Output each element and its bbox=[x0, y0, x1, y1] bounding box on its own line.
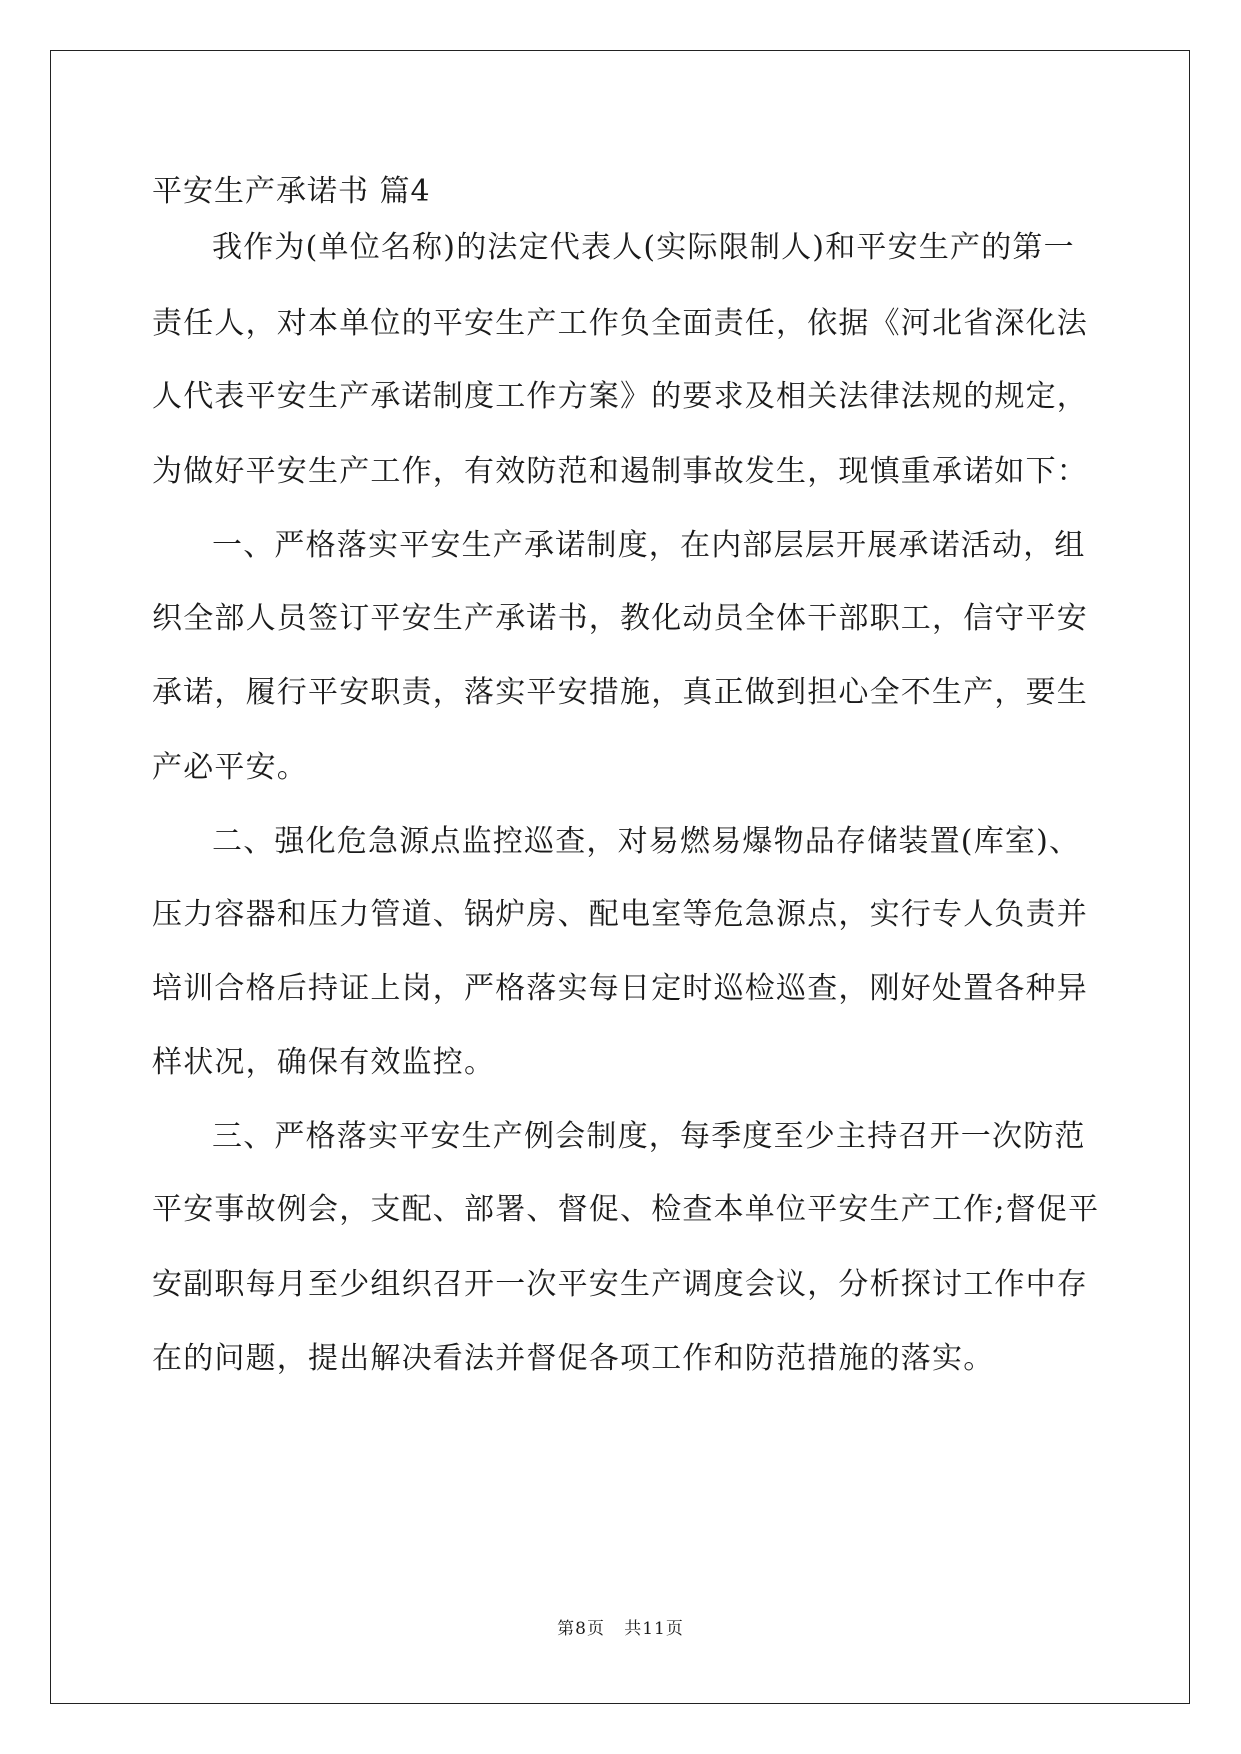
footer-spacer bbox=[605, 1619, 624, 1639]
paragraph-3-line-4: 样状况，确保有效监控。 bbox=[152, 1045, 496, 1080]
paragraph-1-line-2: 责任人，对本单位的平安生产工作负全面责任，依据《河北省深化法 bbox=[152, 306, 1088, 341]
paragraph-2-line-1: 一、严格落实平安生产承诺制度，在内部层层开展承诺活动，组 bbox=[212, 528, 1086, 563]
paragraph-1-line-3: 人代表平安生产承诺制度工作方案》的要求及相关法律法规的规定， bbox=[152, 379, 1088, 414]
paragraph-4-line-2: 平安事故例会，支配、部署、督促、检查本单位平安生产工作;督促平 bbox=[152, 1192, 1100, 1227]
page-border bbox=[50, 50, 1190, 1704]
paragraph-3-line-3: 培训合格后持证上岗，严格落实每日定时巡检巡查，刚好处置各种异 bbox=[152, 971, 1088, 1006]
paragraph-1-line-4: 为做好平安生产工作，有效防范和遏制事故发生，现慎重承诺如下： bbox=[152, 454, 1088, 489]
paragraph-3-line-1: 二、强化危急源点监控巡查，对易燃易爆物品存储装置(库室)、 bbox=[212, 824, 1081, 859]
page-footer bbox=[0, 1617, 1241, 1641]
paragraph-2-line-4: 产必平安。 bbox=[152, 750, 308, 785]
page-number: 第8页 bbox=[557, 1619, 605, 1639]
paragraph-2-line-3: 承诺，履行平安职责，落实平安措施，真正做到担心全不生产，要生 bbox=[152, 675, 1088, 710]
total-pages: 共11页 bbox=[624, 1619, 684, 1639]
paragraph-4-line-4: 在的问题，提出解决看法并督促各项工作和防范措施的落实。 bbox=[152, 1341, 995, 1376]
document-title: 平安生产承诺书 篇4 bbox=[152, 174, 431, 209]
paragraph-4-line-3: 安副职每月至少组织召开一次平安生产调度会议，分析探讨工作中存 bbox=[152, 1267, 1088, 1302]
paragraph-2-line-2: 织全部人员签订平安生产承诺书，教化动员全体干部职工，信守平安 bbox=[152, 601, 1088, 636]
paragraph-1-line-1: 我作为(单位名称)的法定代表人(实际限制人)和平安生产的第一 bbox=[212, 230, 1075, 265]
paragraph-3-line-2: 压力容器和压力管道、锅炉房、配电室等危急源点，实行专人负责并 bbox=[152, 897, 1088, 932]
paragraph-4-line-1: 三、严格落实平安生产例会制度，每季度至少主持召开一次防范 bbox=[212, 1119, 1086, 1154]
